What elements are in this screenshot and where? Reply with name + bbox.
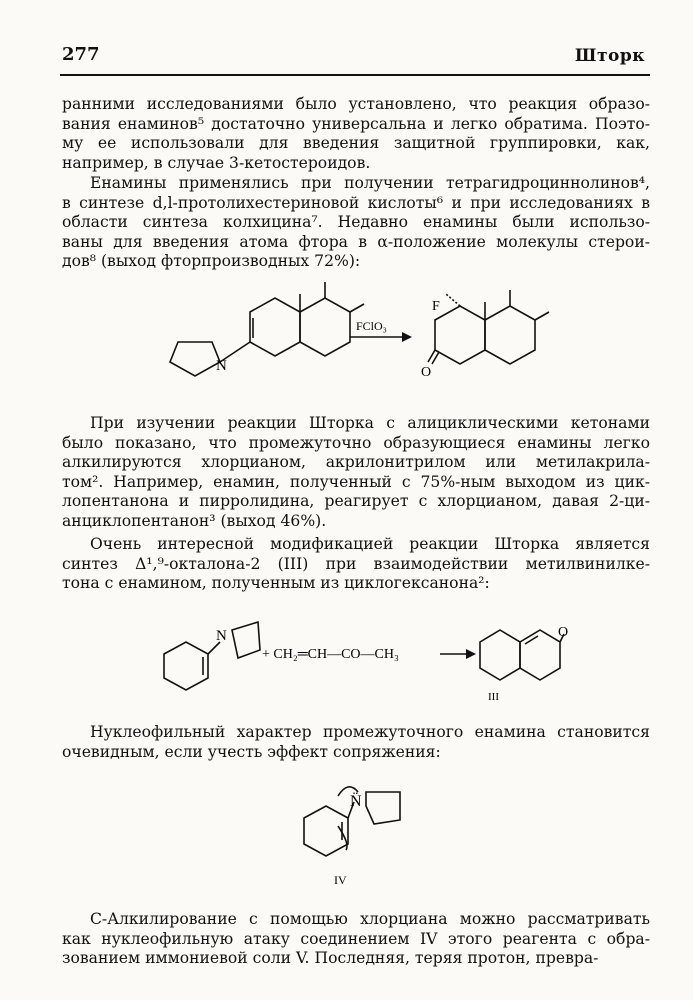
text-line: Енамины применялись при получении тетрагидроциннолинов⁴, [90, 174, 650, 192]
text-line: вания енаминов⁵ достаточно универсальна и легко обратима. Поэто- [62, 114, 650, 133]
paragraph-3 [62, 414, 650, 532]
text-line: тона с енамином, полученным из циклогексанона²: [62, 574, 490, 593]
paragraph-1-lines [62, 95, 650, 173]
paragraph-2 [62, 174, 650, 272]
octalone-scheme [150, 612, 570, 712]
text-line: области синтеза колхицина⁷. Недавно енамины были использо- [62, 213, 650, 232]
running-title: Шторк [574, 46, 645, 66]
text-line: как нуклеофильную атаку соединением IV этого реагента с обра- [62, 929, 650, 948]
text-line: в синтезе d,l-протолихестериновой кислоты⁶ и при исследованиях в [62, 193, 650, 212]
text-line: ваны для введения атома фтора в α-положение молекулы стерои- [62, 232, 650, 251]
paragraph-6 [62, 910, 650, 969]
atom-f: F [432, 299, 440, 314]
paragraph-5 [62, 723, 650, 762]
text-line: например, в случае 3-кетостероидов. [62, 153, 371, 172]
conjugation-structure [290, 774, 420, 894]
text-line: зованием иммониевой соли V. Последняя, теряя протон, превра- [62, 949, 599, 968]
text-line: синтез Δ¹,⁹-окталона-2 (III) при взаимодействии метилвинилке- [62, 554, 650, 573]
octalone-structure [480, 630, 564, 680]
text-line: С-Алкилирование с помощью хлорциана можно рассматривать [90, 910, 650, 928]
paragraph-4 [62, 535, 650, 594]
text-line: При изучении реакции Шторка с алициклическими кетонами [90, 414, 650, 432]
text-line: том². Например, енамин, полученный с 75%-ным выходом из цик- [62, 472, 650, 491]
text-line: му ее использовали для введения защитной группировки, как, [62, 134, 650, 153]
pyrrolidine-enamine-structure [170, 282, 364, 376]
reagent-label: + CH₂═CH—CO—CH₃ [262, 647, 399, 662]
atom-n: N [216, 358, 227, 374]
text-line: очевидным, если учесть эффект сопряжения: [62, 742, 441, 761]
structure-label: IV [334, 873, 347, 887]
text-line: было показано, что промежуточно образующиеся енамины легко [62, 433, 650, 452]
atom-o: O [558, 625, 569, 640]
product-label: III [488, 691, 499, 703]
text-line: анциклопентанон³ (выход 46%). [62, 511, 327, 530]
page-number: 277 [62, 44, 100, 65]
text-line: алкилируются хлорцианом, акрилонитрилом или метилакрила- [62, 453, 650, 472]
text-line: ранними исследованиями было установлено, что реакция образо- [62, 95, 650, 113]
atom-n: N̈ [350, 793, 362, 810]
atom-o: O [421, 365, 432, 380]
text-line: Нуклеофильный характер промежуточного енамина становится [90, 723, 650, 741]
text-line: лопентанона и пирролидина, реагирует с хлорцианом, давая 2-ци- [62, 492, 650, 511]
text-line: дов⁸ (выход фторпроизводных 72%): [62, 252, 361, 271]
text-line: Очень интересной модификацией реакции Шторка является [90, 535, 650, 553]
reagent-label: FClO₃ [356, 319, 387, 333]
fluorination-scheme [150, 280, 570, 400]
reaction-arrow [350, 332, 412, 342]
atom-n: N [216, 628, 227, 644]
reaction-arrow [440, 649, 476, 659]
cyclohexanone-enamine-structure [164, 622, 260, 690]
fluoro-ketone-structure [428, 290, 549, 364]
header-rule [60, 74, 650, 76]
